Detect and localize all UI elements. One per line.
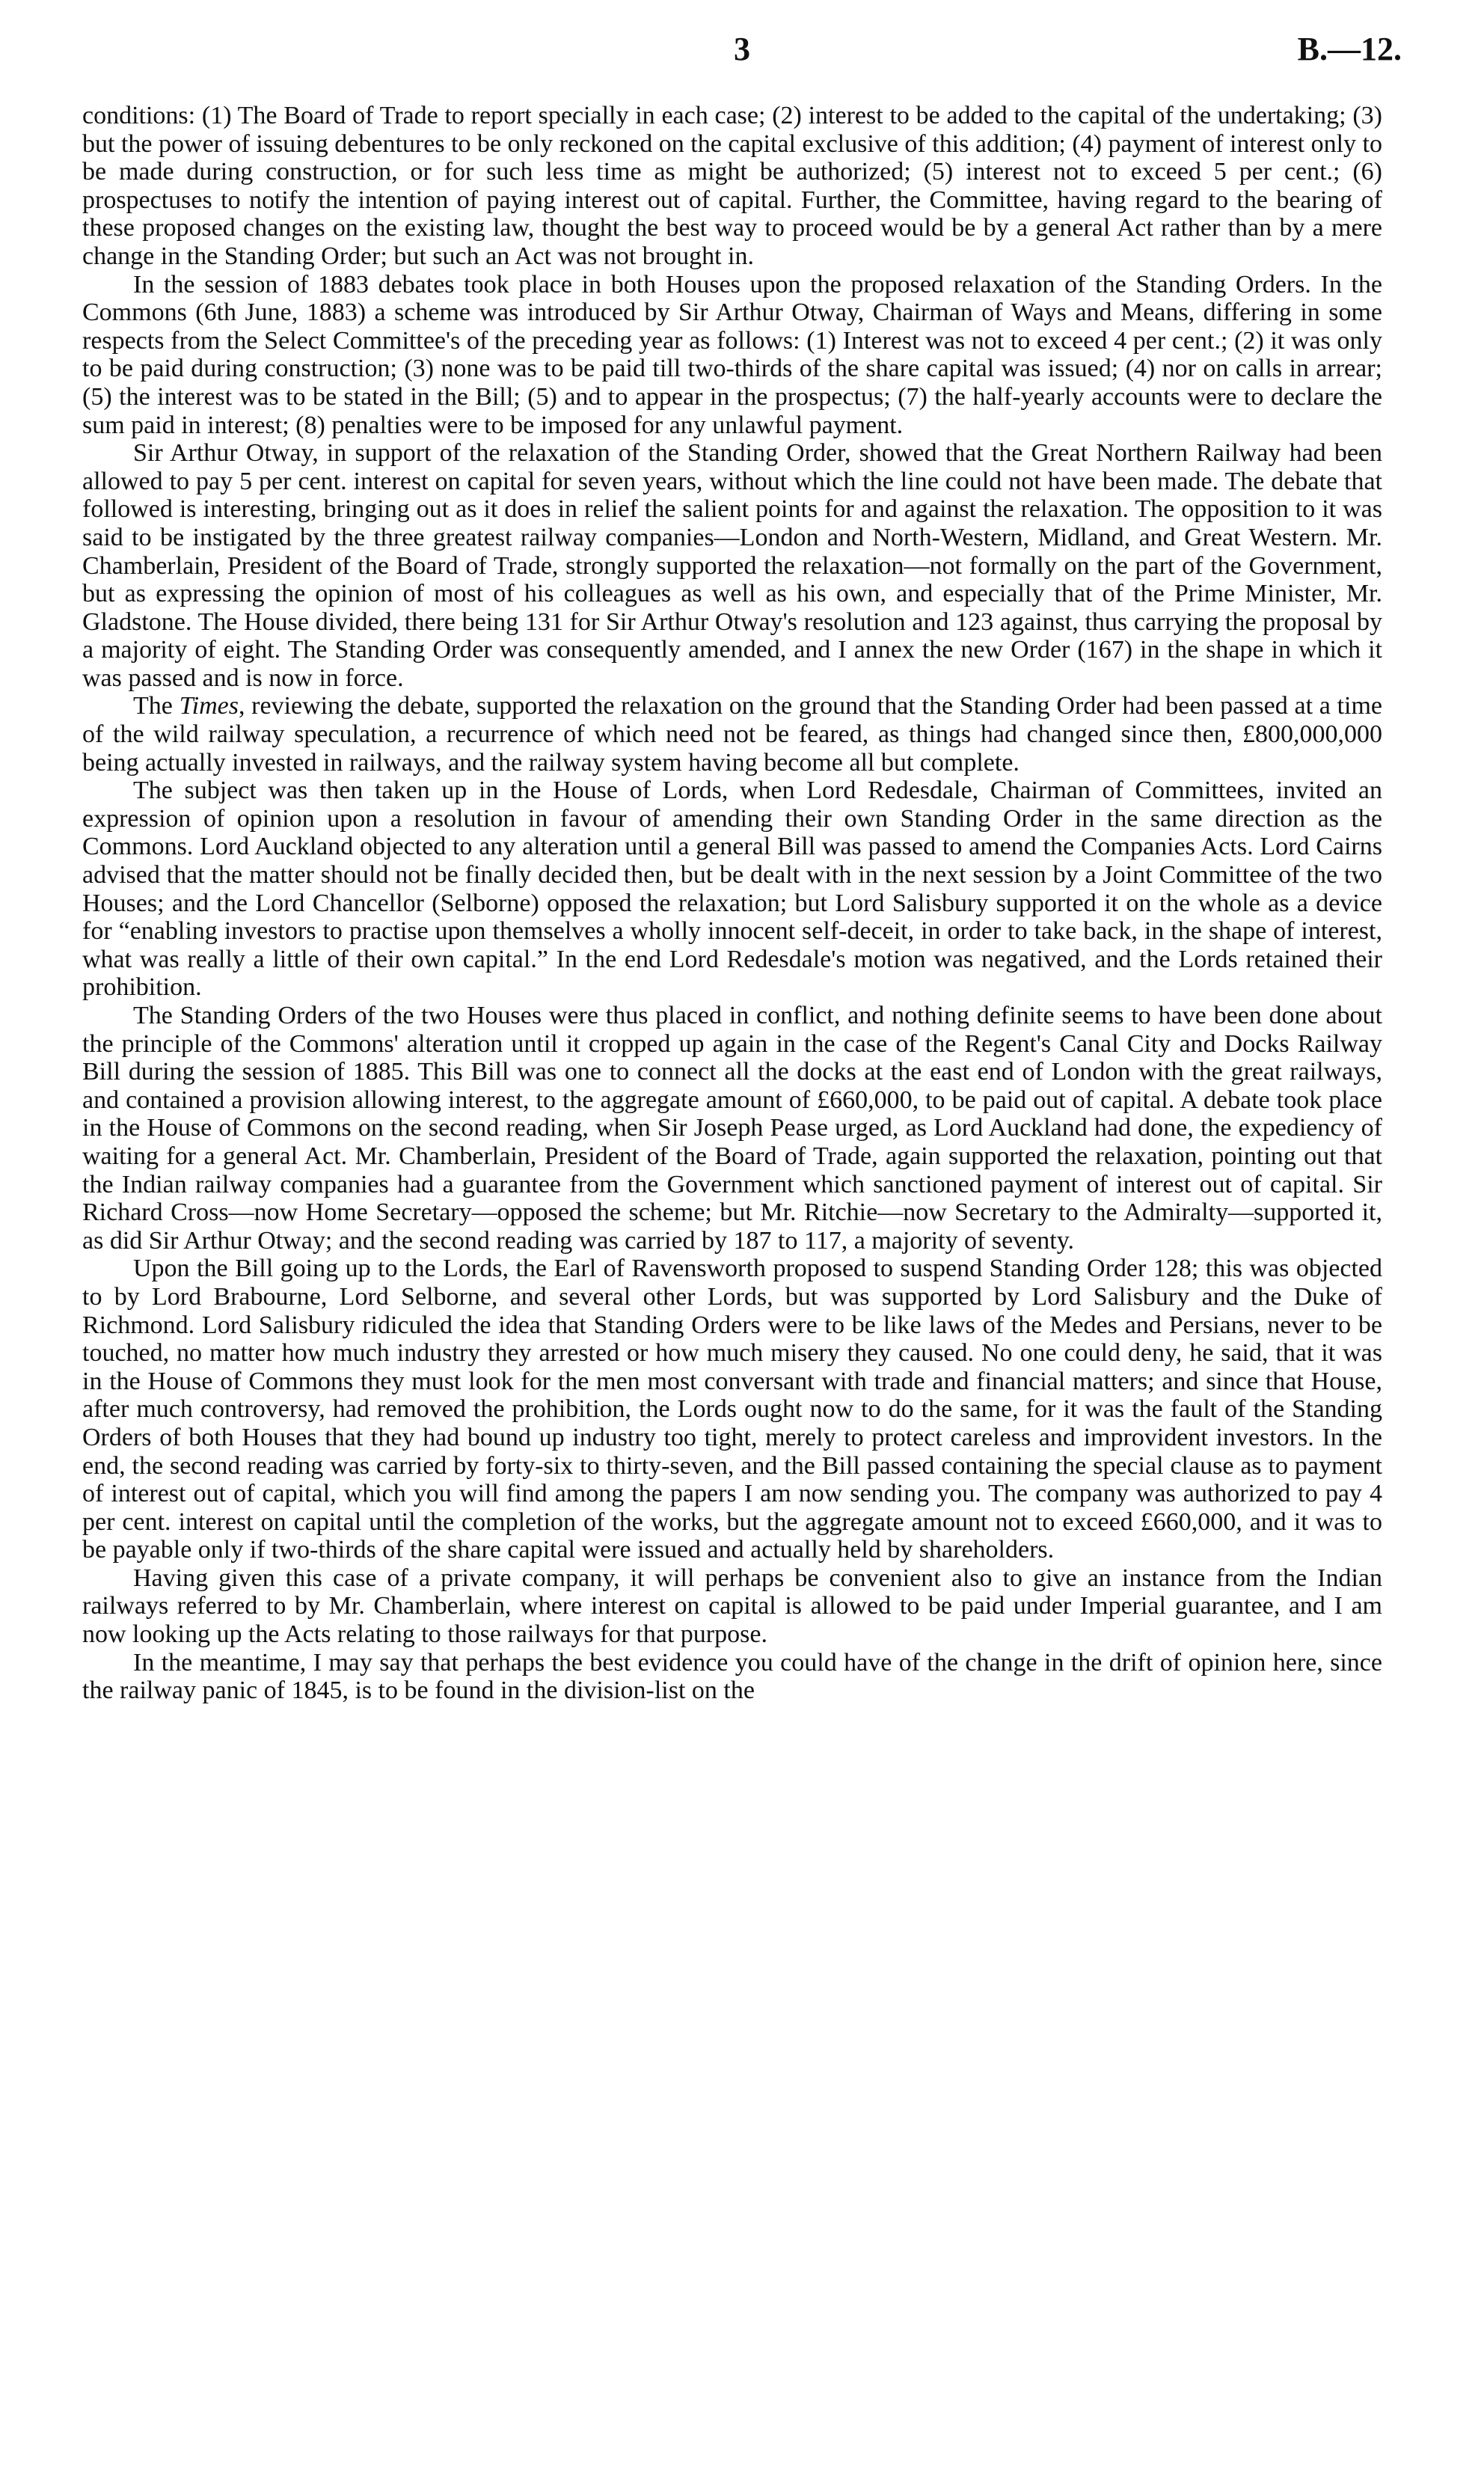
paragraph-2: In the session of 1883 debates took place in both Houses upon the proposed relaxation of the Standing Orders. In the Commons (6th June, 1883) a scheme was introduced by Sir Arthur Otway, Chairman of Ways and Means, differing in some respects from the Select Committee's of the preceding year as follows: (1) Interest was not to exceed 4 per cent.; (2) it was only to be paid during construction; (3) none was to be paid till two-thirds of the share capital was issued; (4) nor on calls in arrear; (5) the interest was to be stated in the Bill; (5) and to appear in the prospectus; (7) the half-yearly accounts were to declare the sum paid in interest; (8) penalties were to be imposed for any unlawful payment. (82, 270, 1382, 439)
paragraph-7: Upon the Bill going up to the Lords, the Earl of Ravensworth proposed to suspend Standing Order 128; this was objected to by Lord Brabourne, Lord Selborne, and several other Lords, but was supported by Lord Salisbury and the Duke of Richmond. Lord Salisbury ridiculed the idea that Standing Orders were to be like laws of the Medes and Persians, never to be touched, no matter how much industry they arrested or how much misery they caused. No one could deny, he said, that it was in the House of Commons they must look for the men most conversant with trade and financial matters; and since that House, after much controversy, had removed the prohibition, the Lords ought now to do the same, for it was the fault of the Standing Orders of both Houses that they had bound up industry too tight, merely to protect careless and improvident investors. In the end, the second reading was carried by forty-six to thirty-seven, and the Bill passed containing the special clause as to payment of interest out of capital, which you will find among the papers I am now sending you. The company was authorized to pay 4 per cent. interest on capital until the completion of the works, but the aggregate amount not to exceed £660,000, and it was to be payable only if two-thirds of the share capital were issued and actually held by shareholders. (82, 1255, 1382, 1564)
paragraph-1: conditions: (1) The Board of Trade to report specially in each case; (2) interest to be added to the capital of the undertaking; (3) but the power of issuing debentures to be only reckoned on the capital exclusive of this addition; (4) payment of interest only to be made during construction, or for such less time as might be authorized; (5) interest not to exceed 5 per cent.; (6) prospectuses to notify the intention of paying interest out of capital. Further, the Committee, having regard to the bearing of these proposed changes on the existing law, thought the best way to proceed would be by a general Act rather than by a mere change in the Standing Order; but such an Act was not brought in. (82, 102, 1382, 270)
paragraph-4 (82, 692, 1382, 777)
paragraph-4-text: , reviewing the debate, supported the relaxation on the ground that the Standing Order had been passed at a time of the wild railway speculation, a recurrence of which need not be feared, as things had changed since then, £800,000,000 being actually invested in railways, and the railway system having become all but complete. (82, 692, 1383, 777)
document-reference: B.—12. (1297, 31, 1402, 67)
paragraph-9: In the meantime, I may say that perhaps the best evidence you could have of the change in the drift of opinion here, since the railway panic of 1845, is to be found in the division-list on the (82, 1648, 1382, 1705)
paragraph-4-lead: The (133, 692, 180, 720)
page-number: 3 (734, 31, 750, 67)
paragraph-5: The subject was then taken up in the House of Lords, when Lord Redesdale, Chairman of Committees, invited an expression of opinion upon a resolution in favour of amending their own Standing Order in the same direction as the Commons. Lord Auckland objected to any alteration until a general Bill was passed to amend the Companies Acts. Lord Cairns advised that the matter should not be finally decided then, but be dealt with in the next session by a Joint Committee of the two Houses; and the Lord Chancellor (Selborne) opposed the relaxation; but Lord Salisbury supported it on the whole as a device for “enabling investors to practise upon themselves a wholly innocent self-deceit, in order to take back, in the shape of interest, what was really a little of their own capital.” In the end Lord Redesdale's motion was negatived, and the Lords retained their prohibition. (82, 777, 1382, 1002)
paragraph-8: Having given this case of a private company, it will perhaps be convenient also to give an instance from the Indian railways referred to by Mr. Chamberlain, where interest on capital is allowed to be paid under Imperial guarantee, and I am now looking up the Acts relating to those railways for that purpose. (82, 1564, 1382, 1649)
page-header (82, 30, 1402, 82)
body-text (82, 102, 1382, 1705)
times-newspaper-title: Times (179, 692, 239, 720)
paragraph-3: Sir Arthur Otway, in support of the relaxation of the Standing Order, showed that the Great Northern Railway had been allowed to pay 5 per cent. interest on capital for seven years, without which the line could not have been made. The debate that followed is interesting, bringing out as it does in relief the salient points for and against the relaxation. The opposition to it was said to be instigated by the three greatest railway companies—London and North-Western, Midland, and Great Western. Mr. Chamberlain, President of the Board of Trade, strongly supported the relaxation—not formally on the part of the Government, but as expressing the opinion of most of his colleagues as well as his own, and especially that of the Prime Minister, Mr. Gladstone. The House divided, there being 131 for Sir Arthur Otway's resolution and 123 against, thus carrying the proposal by a majority of eight. The Standing Order was consequently amended, and I annex the new Order (167) in the shape in which it was passed and is now in force. (82, 439, 1382, 692)
paragraph-6: The Standing Orders of the two Houses were thus placed in conflict, and nothing definite seems to have been done about the principle of the Commons' alteration until it cropped up again in the case of the Regent's Canal City and Docks Railway Bill during the session of 1885. This Bill was one to connect all the docks at the east end of London with the great railways, and contained a provision allowing interest, to the aggregate amount of £660,000, to be paid out of capital. A debate took place in the House of Commons on the second reading, when Sir Joseph Pease urged, as Lord Auckland had done, the expediency of waiting for a general Act. Mr. Chamberlain, President of the Board of Trade, again supported the relaxation, pointing out that the Indian railway companies had a guarantee from the Government which sanctioned payment of interest out of capital. Sir Richard Cross—now Home Secretary—opposed the scheme; but Mr. Ritchie—now Secretary to the Admiralty—supported it, as did Sir Arthur Otway; and the second reading was carried by 187 to 117, a majority of seventy. (82, 1002, 1382, 1255)
